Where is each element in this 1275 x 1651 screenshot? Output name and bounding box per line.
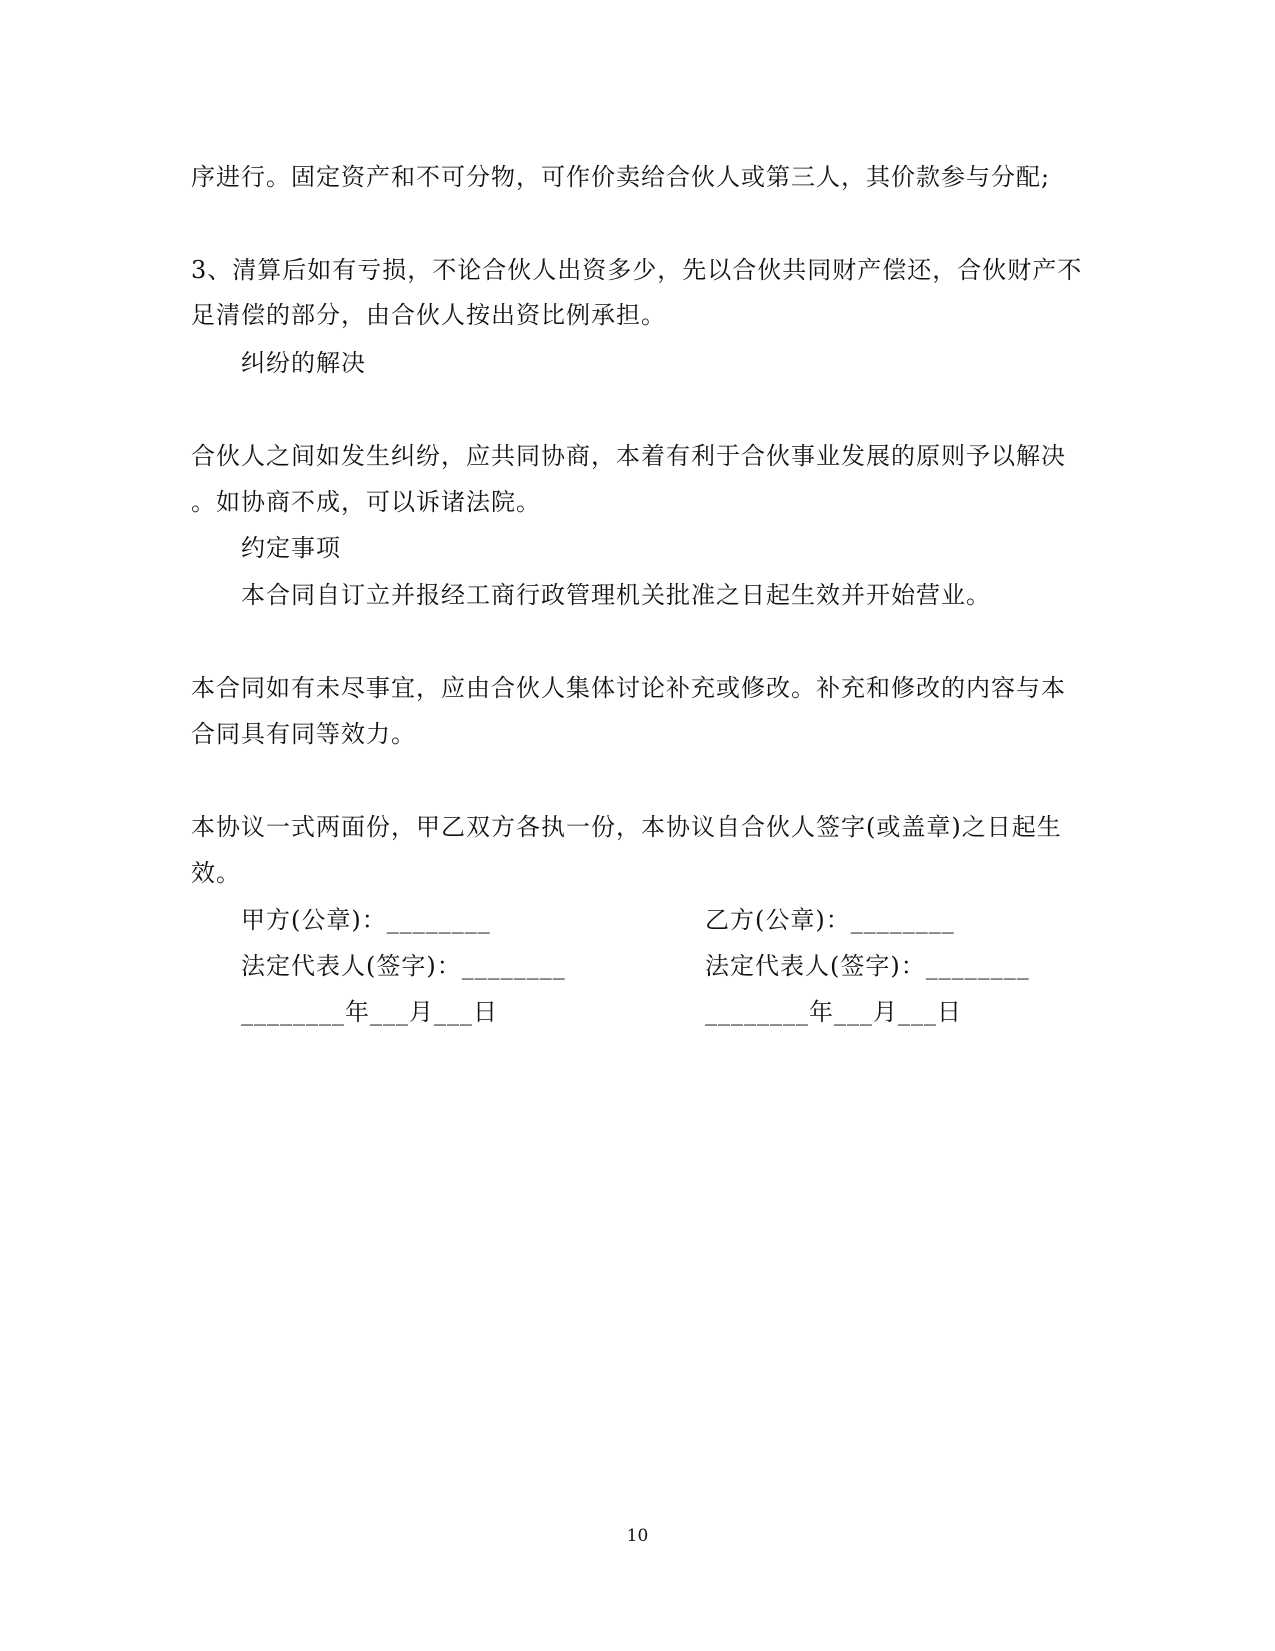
party-b-date-field: ________年___月___日 xyxy=(705,998,962,1026)
section-heading-agreement: 约定事项 xyxy=(241,534,341,562)
paragraph-line: 本协议一式两面份，甲乙双方各执一份，本协议自合伙人签字(或盖章)之日起生 xyxy=(191,813,1062,841)
page-number: 10 xyxy=(626,1526,649,1546)
section-heading-dispute: 纠纷的解决 xyxy=(241,349,366,377)
paragraph-line: 本合同如有未尽事宜，应由合伙人集体讨论补充或修改。补充和修改的内容与本 xyxy=(191,674,1066,702)
paragraph-line: 合伙人之间如发生纠纷，应共同协商，本着有利于合伙事业发展的原则予以解决 xyxy=(191,442,1066,470)
paragraph-line: 3、清算后如有亏损，不论合伙人出资多少，先以合伙共同财产偿还，合伙财产不 xyxy=(191,256,1083,284)
party-b-representative-field: 法定代表人(签字)：________ xyxy=(705,952,1030,980)
party-b-seal-field: 乙方(公章)：________ xyxy=(705,906,955,934)
party-a-date-field: ________年___月___日 xyxy=(241,998,498,1026)
paragraph-line: 合同具有同等效力。 xyxy=(191,720,416,748)
party-a-seal-field: 甲方(公章)：________ xyxy=(241,906,491,934)
party-a-representative-field: 法定代表人(签字)：________ xyxy=(241,952,566,980)
paragraph-line: 本合同自订立并报经工商行政管理机关批准之日起生效并开始营业。 xyxy=(241,581,991,609)
paragraph-line: 。如协商不成，可以诉诸法院。 xyxy=(191,488,541,516)
paragraph-line: 足清偿的部分，由合伙人按出资比例承担。 xyxy=(191,301,666,329)
paragraph-line: 效。 xyxy=(191,859,241,887)
paragraph-line: 序进行。固定资产和不可分物，可作价卖给合伙人或第三人，其价款参与分配; xyxy=(191,163,1051,191)
